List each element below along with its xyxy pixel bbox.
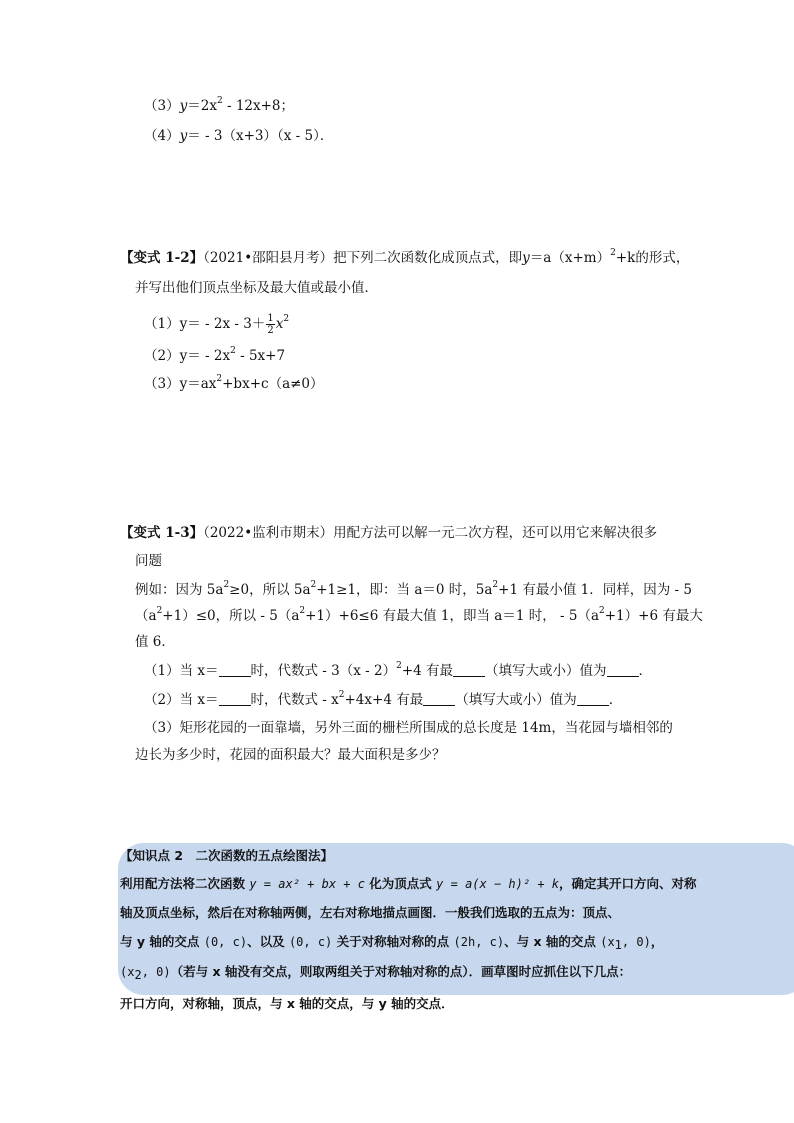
answer-blank[interactable] bbox=[607, 663, 639, 677]
variant-tag: 【变式 1-2】 bbox=[120, 250, 204, 266]
problem-part-3: $(3)y=2x^2 - 12x+8$； bbox=[144, 96, 295, 114]
knowledge-line-2: 轴及顶点坐标，然后在对称轴两侧，左右对称地描点画图．一般我们选取的五点为：顶点、 bbox=[120, 905, 621, 920]
fraction: $\frac{1}{2}$ bbox=[267, 313, 274, 336]
example-line-3: 值 6． bbox=[135, 634, 175, 650]
knowledge-line-3: 与 y 轴的交点 (0, c)、以及 (0, c) 关于对称轴对称的点 (2h, c)、与 x 轴的交点 ($x_1$, 0)， bbox=[120, 934, 664, 952]
variant-1-2-line2: 并写出他们顶点坐标及最大值或最小值． bbox=[135, 280, 378, 296]
answer-blank[interactable] bbox=[577, 692, 609, 706]
answer-blank[interactable] bbox=[453, 663, 485, 677]
variant-1-3-heading: 【变式 1-3】（2022•监利市期末）用配方法可以解一元二次方程，还可以用它来解决很多 bbox=[120, 525, 658, 541]
variant-1-3-q3-line1: （3）矩形花园的一面靠墙，另外三面的栅栏所围成的总长度是 14m，当花园与墙相邻的 bbox=[144, 720, 673, 736]
knowledge-line-5: 开口方向，对称轴，顶点，与 x 轴的交点，与 y 轴的交点． bbox=[120, 996, 454, 1011]
example-line-2: $(a^2+1)\le 0$，所以 - $5(a^2+1)+6\le 6$ 有最大值 1，即当 a＝1 时， - $5(a^2+1)+6$ 有最大 bbox=[135, 606, 703, 624]
knowledge-line-4: ($x_2$, 0)（若与 x 轴没有交点，则取两组关于对称轴对称的点）．画草图时应抓住以下几点： bbox=[120, 964, 632, 982]
knowledge-title: 【知识点 2 二次函数的五点绘图法】 bbox=[120, 848, 334, 863]
variant-1-3-q3-line2: 边长为多少时，花园的面积最大？最大面积是多少？ bbox=[135, 747, 446, 763]
example-line-1: 例如：因为 $5a^2\ge 0$，所以 $5a^2+1\ge 1$，即：当 a＝0 时，$5a^2+1$ 有最小值 1．同样，因为 - 5 bbox=[135, 580, 692, 598]
variant-1-3-q2: （2）当 x＝ 时，代数式 - $x^2+4x+4$ 有最 （填写大或小）值为 ． bbox=[144, 690, 623, 708]
variant-1-2-q1: （1）y＝ - 2x - 3＋ $\frac{1}{2}$ $x^2$ bbox=[144, 313, 290, 336]
variant-1-2-q2: $(2)y= - 2x^2 - 5x+7$ bbox=[144, 346, 286, 364]
answer-blank[interactable] bbox=[423, 692, 455, 706]
variant-1-3-line2: 问题 bbox=[135, 553, 162, 569]
answer-blank[interactable] bbox=[219, 692, 251, 706]
variant-1-2-q3: $(3)y=ax^2+bx+c(a\ne 0)$ bbox=[144, 374, 324, 392]
knowledge-line-1: 利用配方法将二次函数 y = ax² + bx + c 化为顶点式 y = a(x − h)² + k，确定其开口方向、对称 bbox=[120, 876, 697, 891]
variant-tag: 【变式 1-3】 bbox=[120, 525, 204, 541]
variant-1-3-q1: （1）当 x＝ 时，代数式 - 3（x - 2）$^2$+4 有最 （填写大或小）值为 ． bbox=[144, 661, 653, 679]
variant-1-2-heading: 【变式 1-2】（2021•邵阳县月考）把下列二次函数化成顶点式，即$y=a(x+m)^2+k$的形式， bbox=[120, 248, 690, 266]
answer-blank[interactable] bbox=[219, 663, 251, 677]
problem-part-4: （4）y＝ - 3（x+3）（x - 5）． bbox=[144, 128, 334, 144]
